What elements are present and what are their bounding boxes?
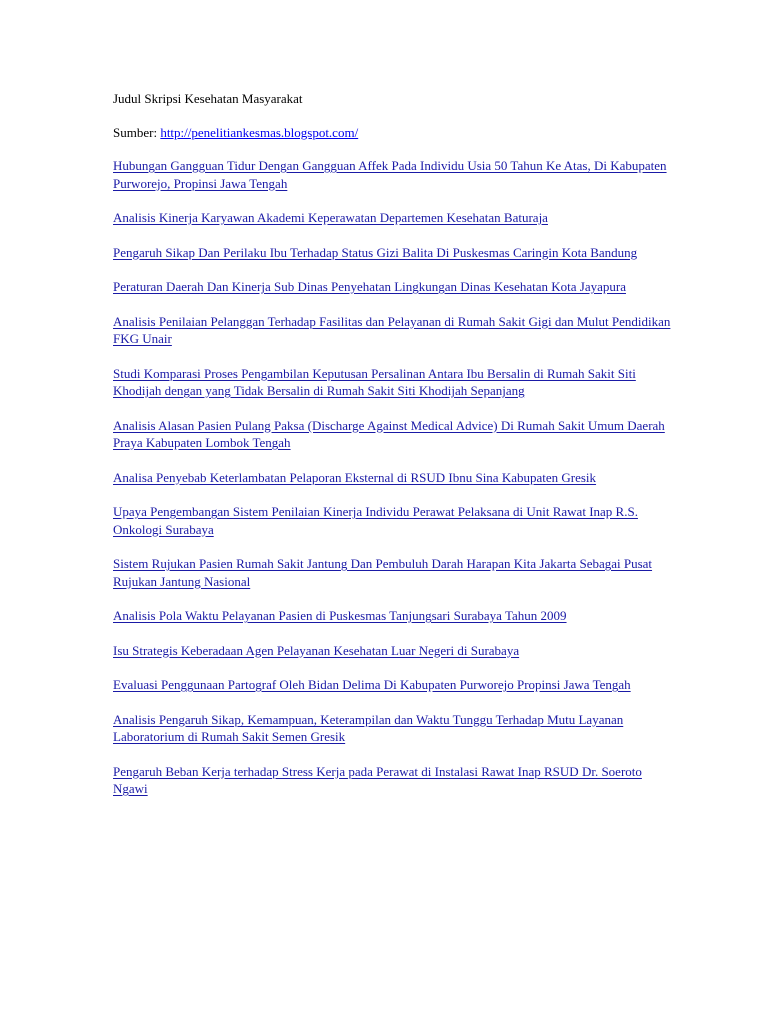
list-item bbox=[113, 278, 673, 296]
list-item bbox=[113, 157, 673, 192]
thesis-title-link[interactable]: Analisis Penilaian Pelanggan Terhadap Fasilitas dan Pelayanan di Rumah Sakit Gigi dan Mulut Pendidikan FKG Unair bbox=[113, 313, 671, 346]
thesis-title-link[interactable]: Analisis Kinerja Karyawan Akademi Keperawatan Departemen Kesehatan Baturaja bbox=[113, 210, 548, 225]
thesis-title-link[interactable]: Studi Komparasi Proses Pengambilan Keputusan Persalinan Antara Ibu Bersalin di Rumah Sakit Siti Khodijah dengan yang Tidak Bersalin di Rumah Sakit Siti Khodijah Sepanjang bbox=[113, 365, 636, 398]
list-item bbox=[113, 607, 673, 625]
list-item bbox=[113, 711, 673, 746]
document-page bbox=[113, 90, 673, 815]
thesis-title-link[interactable]: Pengaruh Beban Kerja terhadap Stress Kerja pada Perawat di Instalasi Rawat Inap RSUD Dr. Soeroto Ngawi bbox=[113, 763, 642, 796]
thesis-title-link[interactable]: Hubungan Gangguan Tidur Dengan Gangguan Affek Pada Individu Usia 50 Tahun Ke Atas, Di Kabupaten Purworejo, Propinsi Jawa Tengah bbox=[113, 158, 667, 191]
source-line bbox=[113, 124, 673, 142]
thesis-title-link[interactable]: Analisis Pola Waktu Pelayanan Pasien di Puskesmas Tanjungsari Surabaya Tahun 2009 bbox=[113, 608, 567, 623]
list-item bbox=[113, 555, 673, 590]
list-item bbox=[113, 503, 673, 538]
thesis-title-link[interactable]: Isu Strategis Keberadaan Agen Pelayanan Kesehatan Luar Negeri di Surabaya bbox=[113, 642, 520, 658]
thesis-title-link[interactable]: Pengaruh Sikap Dan Perilaku Ibu Terhadap Status Gizi Balita Di Puskesmas Caringin Kota Bandung bbox=[113, 244, 638, 260]
list-item bbox=[113, 469, 673, 487]
list-item bbox=[113, 313, 673, 348]
thesis-title-link[interactable]: Evaluasi Penggunaan Partograf Oleh Bidan Delima Di Kabupaten Purworejo Propinsi Jawa Tengah bbox=[113, 677, 631, 692]
thesis-title-link[interactable]: Analisis Alasan Pasien Pulang Paksa (Discharge Against Medical Advice) Di Rumah Sakit Umum Daerah Praya Kabupaten Lombok Tengah bbox=[113, 417, 665, 450]
thesis-title-link[interactable]: Sistem Rujukan Pasien Rumah Sakit Jantung Dan Pembuluh Darah Harapan Kita Jakarta Sebagai Pusat Rujukan Jantung Nasional bbox=[113, 556, 653, 589]
list-item bbox=[113, 763, 673, 798]
thesis-title-list bbox=[113, 157, 673, 798]
thesis-title-link[interactable]: Analisa Penyebab Keterlambatan Pelaporan Eksternal di RSUD Ibnu Sina Kabupaten Gresik bbox=[113, 469, 597, 485]
list-item bbox=[113, 365, 673, 400]
list-item bbox=[113, 676, 673, 694]
source-label: Sumber: bbox=[113, 124, 158, 140]
list-item bbox=[113, 642, 673, 660]
list-item bbox=[113, 417, 673, 452]
list-item bbox=[113, 244, 673, 262]
thesis-title-link[interactable]: Upaya Pengembangan Sistem Penilaian Kinerja Individu Perawat Pelaksana di Unit Rawat Inap R.S. Onkologi Surabaya bbox=[113, 504, 638, 537]
document-title: Judul Skripsi Kesehatan Masyarakat bbox=[113, 91, 303, 106]
thesis-title-link[interactable]: Peraturan Daerah Dan Kinerja Sub Dinas Penyehatan Lingkungan Dinas Kesehatan Kota Jayapura bbox=[113, 279, 626, 294]
list-item bbox=[113, 209, 673, 227]
source-link[interactable]: http://penelitiankesmas.blogspot.com/ bbox=[160, 124, 359, 140]
thesis-title-link[interactable]: Analisis Pengaruh Sikap, Kemampuan, Keterampilan dan Waktu Tunggu Terhadap Mutu Layanan Laboratorium di Rumah Sakit Semen Gresik bbox=[113, 711, 624, 744]
